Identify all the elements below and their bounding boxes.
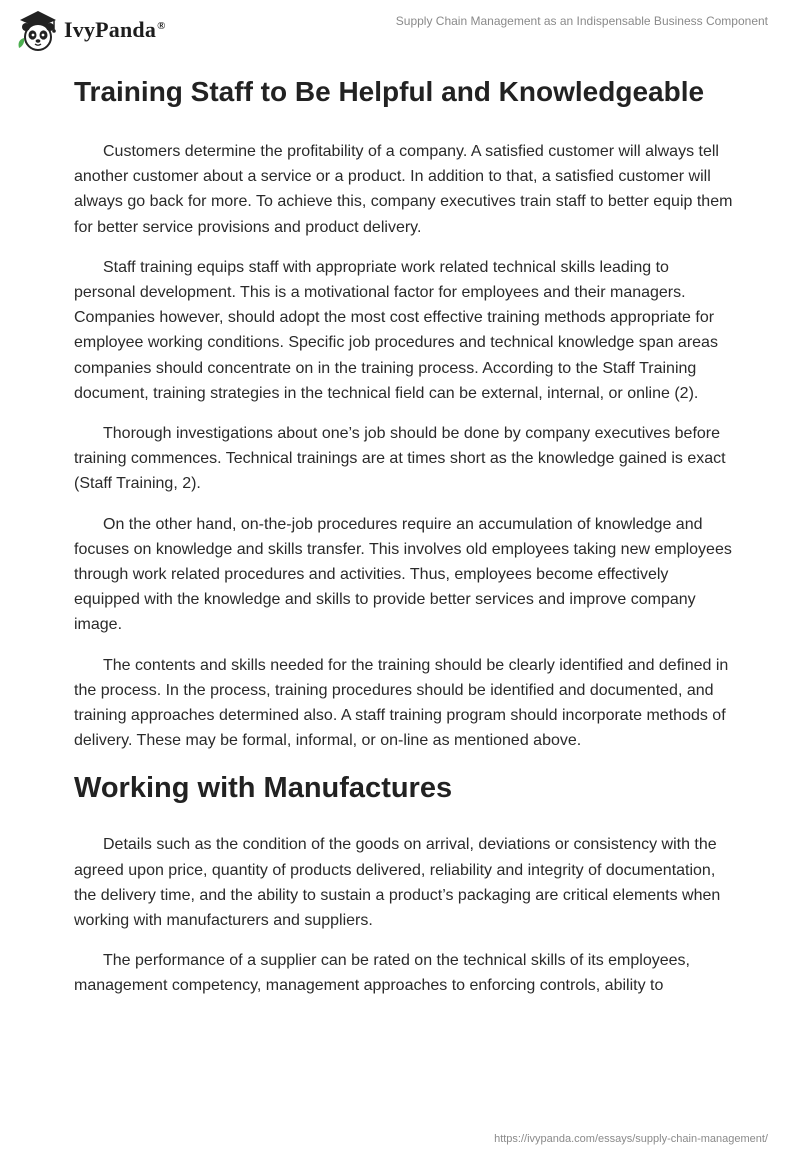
page-header bbox=[0, 0, 800, 62]
source-url[interactable]: https://ivypanda.com/essays/supply-chain-management/ bbox=[494, 1133, 768, 1145]
section-heading-manufactures: Working with Manufactures bbox=[74, 772, 453, 805]
registered-mark: ® bbox=[157, 19, 166, 32]
brand-name: IvyPanda® bbox=[64, 17, 166, 42]
paragraph: The contents and skills needed for the training should be clearly identified and defined in the process. In the process, training procedures should be identified and documented, and training approaches determined also. A staff training program should incorporate methods of delivery. These may be formal, informal, or on-line as mentioned above. bbox=[74, 656, 729, 750]
paragraph: Thorough investigations about one’s job should be done by company executives before training commences. Technical trainings are at times short as the knowledge gained is exact (Staff Training, 2). bbox=[74, 425, 726, 493]
paragraph: The performance of a supplier can be rated on the technical skills of its employees, management competency, management approaches to enforcing controls, ability to bbox=[74, 952, 690, 995]
paragraph: Details such as the condition of the goods on arrival, deviations or consistency with the agreed upon price, quantity of products delivered, reliability and integrity of documentation, the delivery time, and the ability to sustain a product’s packaging are critical elements when working with manufacturers and suppliers. bbox=[74, 836, 721, 930]
brand-logo[interactable] bbox=[14, 8, 166, 52]
paragraph: Staff training equips staff with appropriate work related technical skills leading to personal development. This is a motivational factor for employees and their managers. Companies however, should adopt the most cost effective training methods appropriate for employee working conditions. Specific job procedures and technical knowledge span areas companies should concentrate on in the training process. According to the Staff Training document, training strategies in the technical field can be external, internal, or online (2). bbox=[74, 258, 718, 402]
document-title: Supply Chain Management as an Indispensable Business Component bbox=[395, 14, 768, 28]
paragraph: On the other hand, on-the-job procedures require an accumulation of knowledge and focuses on knowledge and skills transfer. This involves old employees taking new employees through work related procedures and activities. Thus, employees become effectively equipped with the knowledge and skills to provide better services and improve company image. bbox=[74, 515, 732, 634]
section-heading-training: Training Staff to Be Helpful and Knowledgeable bbox=[74, 76, 705, 107]
paragraph: Customers determine the profitability of a company. A satisfied customer will always tell another customer about a service or a product. In addition to that, a satisfied customer will always go back for more. To achieve this, company executives train staff to better equip them for better service provisions and product delivery. bbox=[74, 143, 733, 236]
article-body bbox=[74, 72, 734, 1014]
panda-logo-icon bbox=[14, 8, 60, 52]
